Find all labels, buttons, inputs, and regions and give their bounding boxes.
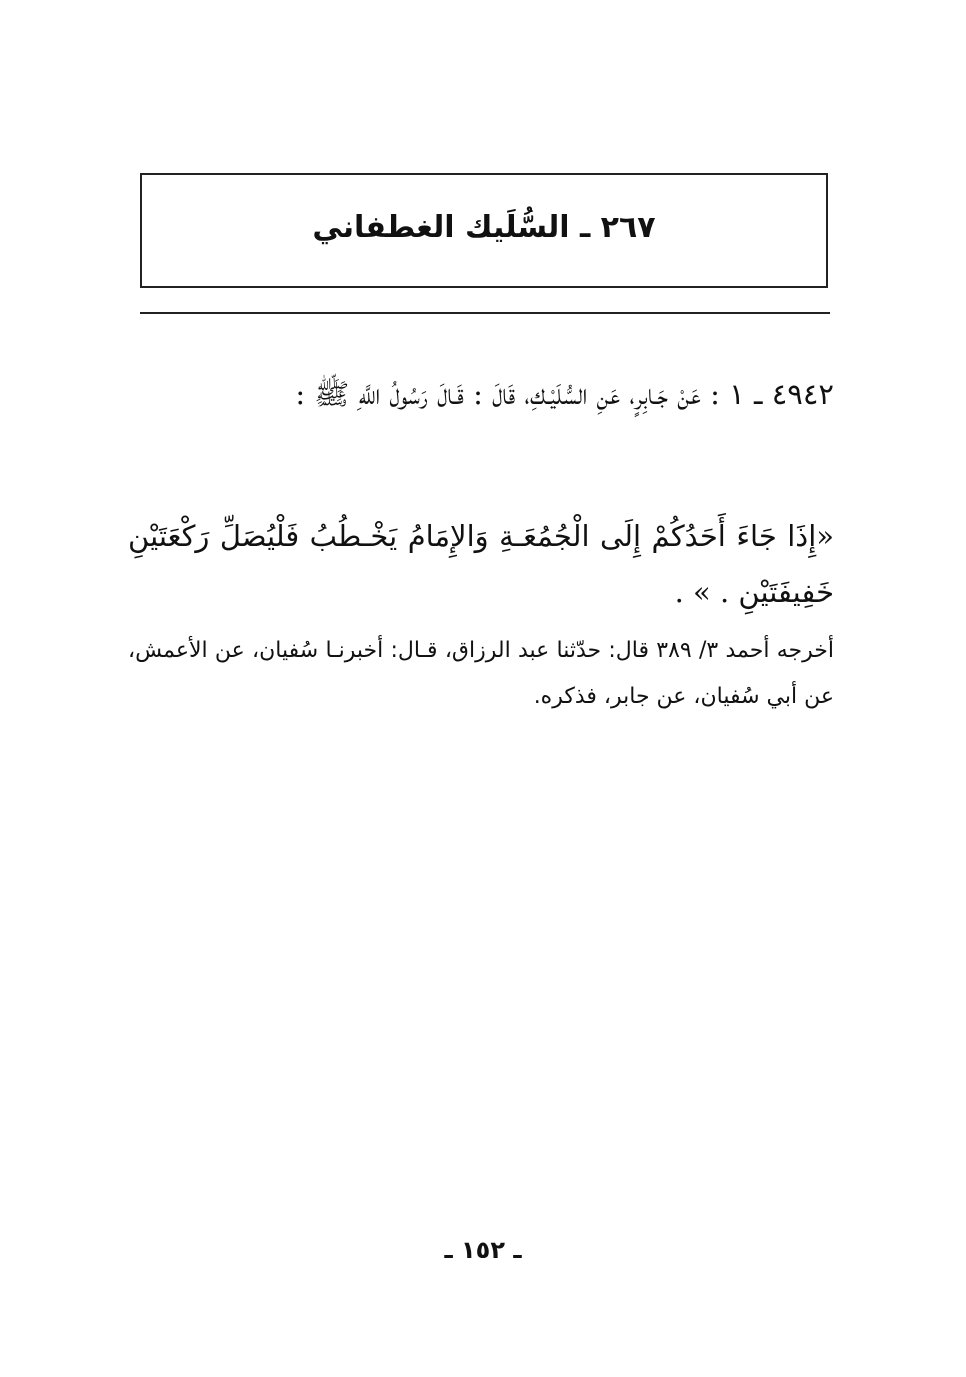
horizontal-rule <box>140 312 830 314</box>
page-number: ـ ١٥٢ ـ <box>444 1236 522 1264</box>
hadith-matn: «إِذَا جَاءَ أَحَدُكُمْ إِلَى الْجُمُعَـةِ وَالإِمَامُ يَخْـطُبُ فَلْيُصَلِّ رَكْعَتَيْنِ خَفِيفَتَيْنِ . » . <box>128 519 834 609</box>
chapter-title: ٢٦٧ ـ السُّلَيك الغطفاني <box>312 210 656 245</box>
chapter-title-box <box>140 173 828 288</box>
takhrij-note: أخرجه أحمد ٣/ ٣٨٩ قال: حدّثنا عبد الرزاق، قـال: أخبرنـا سُفيان، عن الأعمش، عن أبي سُفيان، عن جابر، فذكره. <box>128 638 834 709</box>
hadith-isnad: ٤٩٤٢ ـ ١ : عَنْ جَـابِرٍ، عَنِ السُّلَيْـكِ، قَالَ : قَـالَ رَسُولُ اللَّهِ ﷺ : <box>295 377 834 411</box>
